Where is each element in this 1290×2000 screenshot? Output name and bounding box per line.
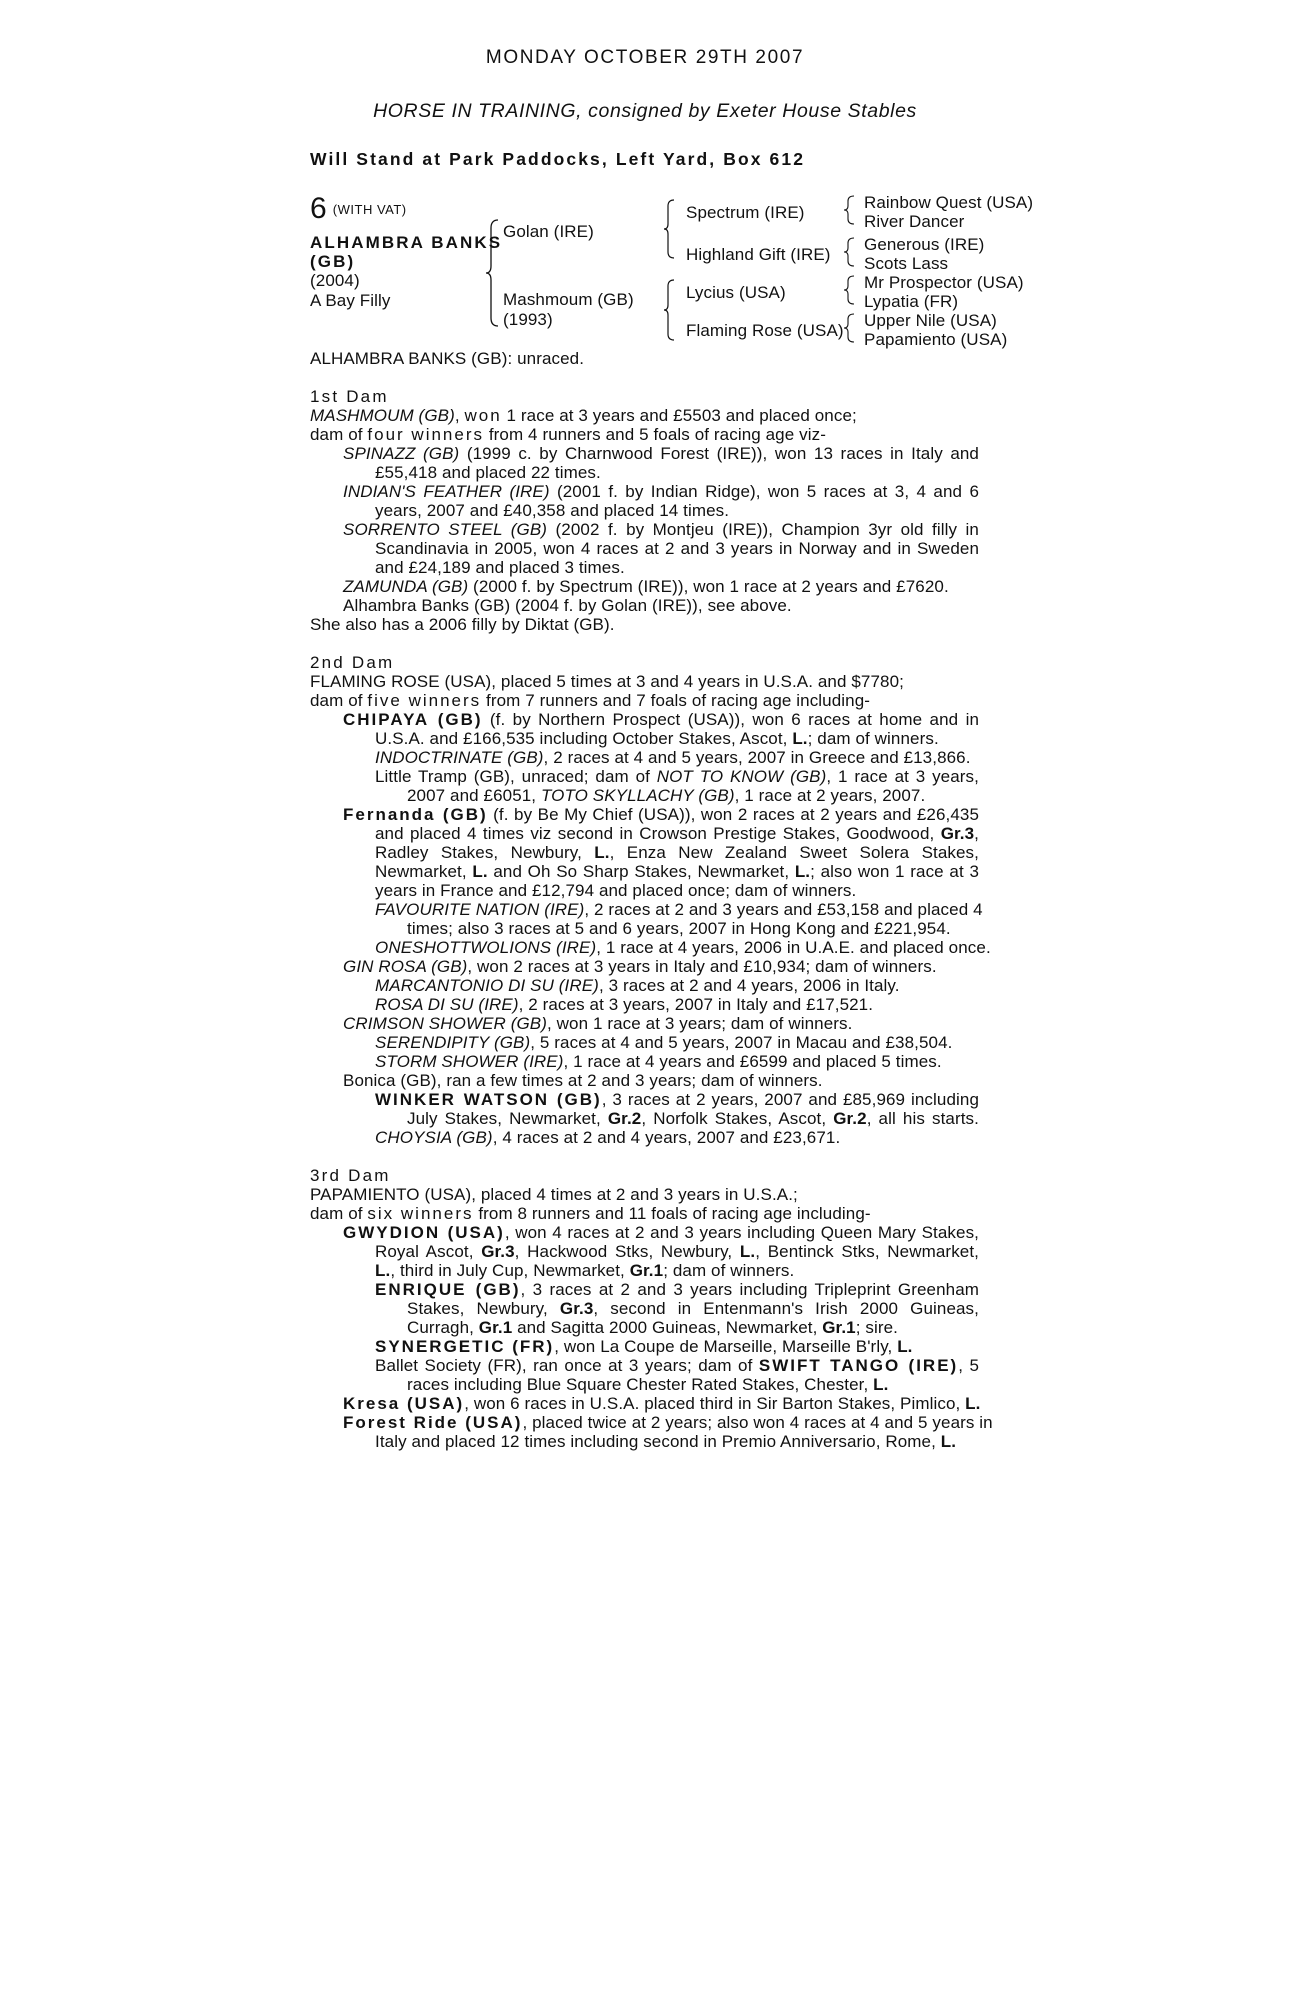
offspring-indians-feather-cont: years, 2007 and £40,358 and placed 14 times. <box>375 501 730 520</box>
offspring-indoctrinate: INDOCTRINATE (GB), 2 races at 4 and 5 years, 2007 in Greece and £13,866. <box>375 748 971 767</box>
foaling-year: (2004) <box>310 271 360 290</box>
pedigree-dam: Mashmoum (GB) <box>503 290 634 309</box>
pedigree-sire-dam: Highland Gift (IRE) <box>686 245 831 264</box>
offspring-gwydion-cont2: L., third in July Cup, Newmarket, Gr.1; dam of winners. <box>375 1261 795 1280</box>
offspring-kresa: Kresa (USA), won 6 races in U.S.A. placed third in Sir Barton Stakes, Pimlico, L. <box>343 1394 981 1413</box>
horse-description: A Bay Filly <box>310 291 391 310</box>
offspring-enrique-cont2: Curragh, Gr.1 and Sagitta 2000 Guineas, Newmarket, Gr.1; sire. <box>407 1318 898 1337</box>
pedigree-sire: Golan (IRE) <box>503 222 594 241</box>
offspring-storm-shower: STORM SHOWER (IRE), 1 race at 4 years and £6599 and placed 5 times. <box>375 1052 942 1071</box>
offspring-crimson-shower: CRIMSON SHOWER (GB), won 1 race at 3 years; dam of winners. <box>343 1014 853 1033</box>
pedigree-dam-dam: Flaming Rose (USA) <box>686 321 844 340</box>
offspring-alhambra-banks: Alhambra Banks (GB) (2004 f. by Golan (IRE)), see above. <box>343 596 792 615</box>
offspring-gin-rosa: GIN ROSA (GB), won 2 races at 3 years in Italy and £10,934; dam of winners. <box>343 957 937 976</box>
third-dam-produce-summary: dam of six winners from 8 runners and 11 foals of racing age including- <box>310 1204 871 1223</box>
offspring-ballet-society-cont: races including Blue Square Chester Rated Stakes, Chester, L. <box>407 1375 889 1394</box>
offspring-marcantonio: MARCANTONIO DI SU (IRE), 3 races at 2 and 4 years, 2006 in Italy. <box>375 976 900 995</box>
first-dam-line: MASHMOUM (GB), won 1 race at 3 years and £5503 and placed once; <box>310 406 857 425</box>
first-dam-produce-summary: dam of four winners from 4 runners and 5 foals of racing age viz- <box>310 425 826 444</box>
second-dam-line: FLAMING ROSE (USA), placed 5 times at 3 and 4 years in U.S.A. and $7780; <box>310 672 904 691</box>
pedigree-brace-g4 <box>844 312 856 344</box>
racing-record: ALHAMBRA BANKS (GB): unraced. <box>310 349 585 368</box>
pedigree-g1: Rainbow Quest (USA) <box>864 193 1034 212</box>
offspring-forest-ride: Forest Ride (USA), placed twice at 2 years; also won 4 races at 4 and 5 years in <box>343 1413 993 1432</box>
pedigree-dam-sire: Lycius (USA) <box>686 283 786 302</box>
offspring-chipaya: CHIPAYA (GB) (f. by Northern Prospect (USA)), won 6 races at home and in <box>343 710 980 729</box>
first-dam-heading: 1st Dam <box>310 387 389 406</box>
pedigree-g4: Scots Lass <box>864 254 949 273</box>
second-dam-heading: 2nd Dam <box>310 653 395 672</box>
offspring-rosa-di-su: ROSA DI SU (IRE), 2 races at 3 years, 2007 in Italy and £17,521. <box>375 995 874 1014</box>
offspring-gwydion-cont1: Royal Ascot, Gr.3, Hackwood Stks, Newbury, L., Bentinck Stks, Newmarket, <box>375 1242 979 1261</box>
pedigree-g2: River Dancer <box>864 212 965 231</box>
pedigree-sire-sire: Spectrum (IRE) <box>686 203 805 222</box>
offspring-sorrento-steel-cont2: and £24,189 and placed 3 times. <box>375 558 625 577</box>
pedigree-brace-dam <box>664 278 676 342</box>
offspring-sorrento-steel: SORRENTO STEEL (GB) (2002 f. by Montjeu (IRE)), Champion 3yr old filly in <box>343 520 979 539</box>
offspring-ballet-society: Ballet Society (FR), ran once at 3 years; dam of SWIFT TANGO (IRE), 5 <box>375 1356 980 1375</box>
offspring-fernanda-cont3: Newmarket, L. and Oh So Sharp Stakes, Newmarket, L.; also won 1 race at 3 <box>375 862 979 881</box>
offspring-fernanda-cont1: and placed 4 times viz second in Crowson Prestige Stakes, Goodwood, Gr.3, <box>375 824 979 843</box>
offspring-spinazz-cont: £55,418 and placed 22 times. <box>375 463 601 482</box>
offspring-forest-ride-cont: Italy and placed 12 times including second in Premio Anniversario, Rome, L. <box>375 1432 957 1451</box>
third-dam-heading: 3rd Dam <box>310 1166 391 1185</box>
offspring-enrique-cont1: Stakes, Newbury, Gr.3, second in Entenmann's Irish 2000 Guineas, <box>407 1299 979 1318</box>
pedigree-brace-g3 <box>844 274 856 306</box>
offspring-oneshottwolions: ONESHOTTWOLIONS (IRE), 1 race at 4 years, 2006 in U.A.E. and placed once. <box>375 938 991 957</box>
offspring-indians-feather: INDIAN'S FEATHER (IRE) (2001 f. by Indian Ridge), won 5 races at 3, 4 and 6 <box>343 482 979 501</box>
consignment-line: HORSE IN TRAINING, consigned by Exeter House Stables <box>373 100 917 122</box>
offspring-choysia: CHOYSIA (GB), 4 races at 2 and 4 years, 2007 and £23,671. <box>375 1128 841 1147</box>
offspring-fernanda: Fernanda (GB) (f. by Be My Chief (USA)), won 2 races at 2 years and £26,435 <box>343 805 979 824</box>
horse-name: ALHAMBRA BANKS <box>310 233 503 252</box>
offspring-favourite-nation-cont: times; also 3 races at 5 and 6 years, 2007 in Hong Kong and £221,954. <box>407 919 951 938</box>
pedigree-g3: Generous (IRE) <box>864 235 985 254</box>
offspring-enrique: ENRIQUE (GB), 3 races at 2 and 3 years including Tripleprint Greenham <box>375 1280 980 1299</box>
pedigree-g8: Papamiento (USA) <box>864 330 1008 349</box>
stand-location: Will Stand at Park Paddocks, Left Yard, Box 612 <box>310 149 806 169</box>
offspring-winker-watson-cont: July Stakes, Newmarket, Gr.2, Norfolk Stakes, Ascot, Gr.2, all his starts. <box>407 1109 979 1128</box>
lot-header <box>310 194 407 224</box>
pedigree-dam-year: (1993) <box>503 310 553 329</box>
offspring-gwydion: GWYDION (USA), won 4 races at 2 and 3 years including Queen Mary Stakes, <box>343 1223 980 1242</box>
sale-date: MONDAY OCTOBER 29TH 2007 <box>485 47 805 68</box>
pedigree-g7: Upper Nile (USA) <box>864 311 997 330</box>
second-dam-produce-summary: dam of five winners from 7 runners and 7 foals of racing age including- <box>310 691 871 710</box>
offspring-sorrento-steel-cont: Scandinavia in 2005, won 4 races at 2 and 3 years in Norway and in Sweden <box>375 539 979 558</box>
first-dam-note: She also has a 2006 filly by Diktat (GB). <box>310 615 615 634</box>
offspring-little-tramp: Little Tramp (GB), unraced; dam of NOT TO KNOW (GB), 1 race at 3 years, <box>375 767 979 786</box>
offspring-synergetic: SYNERGETIC (FR), won La Coupe de Marseille, Marseille B'rly, L. <box>375 1337 913 1356</box>
offspring-favourite-nation: FAVOURITE NATION (IRE), 2 races at 2 and 3 years and £53,158 and placed 4 <box>375 900 983 919</box>
pedigree-g5: Mr Prospector (USA) <box>864 273 1024 292</box>
offspring-fernanda-cont4: years in France and £12,794 and placed once; dam of winners. <box>375 881 857 900</box>
offspring-zamunda: ZAMUNDA (GB) (2000 f. by Spectrum (IRE)), won 1 race at 2 years and £7620. <box>343 577 949 596</box>
offspring-spinazz: SPINAZZ (GB) (1999 c. by Charnwood Forest (IRE)), won 13 races in Italy and <box>343 444 979 463</box>
offspring-serendipity: SERENDIPITY (GB), 5 races at 4 and 5 years, 2007 in Macau and £38,504. <box>375 1033 953 1052</box>
horse-name-suffix: (GB) <box>310 252 356 271</box>
lot-number: 6 <box>310 192 327 225</box>
pedigree-brace-sire <box>664 198 676 260</box>
pedigree-brace-main <box>486 218 500 328</box>
offspring-little-tramp-cont: 2007 and £6051, TOTO SKYLLACHY (GB), 1 race at 2 years, 2007. <box>407 786 926 805</box>
pedigree-g6: Lypatia (FR) <box>864 292 959 311</box>
offspring-bonica: Bonica (GB), ran a few times at 2 and 3 years; dam of winners. <box>343 1071 823 1090</box>
offspring-chipaya-cont: U.S.A. and £166,535 including October Stakes, Ascot, L.; dam of winners. <box>375 729 939 748</box>
offspring-winker-watson: WINKER WATSON (GB), 3 races at 2 years, 2007 and £85,969 including <box>375 1090 979 1109</box>
vat-note: (WITH VAT) <box>332 202 407 217</box>
pedigree-brace-g2 <box>844 236 856 268</box>
pedigree-brace-g1 <box>844 194 856 226</box>
third-dam-line: PAPAMIENTO (USA), placed 4 times at 2 and 3 years in U.S.A.; <box>310 1185 798 1204</box>
offspring-fernanda-cont2: Radley Stakes, Newbury, L., Enza New Zealand Sweet Solera Stakes, <box>375 843 979 862</box>
